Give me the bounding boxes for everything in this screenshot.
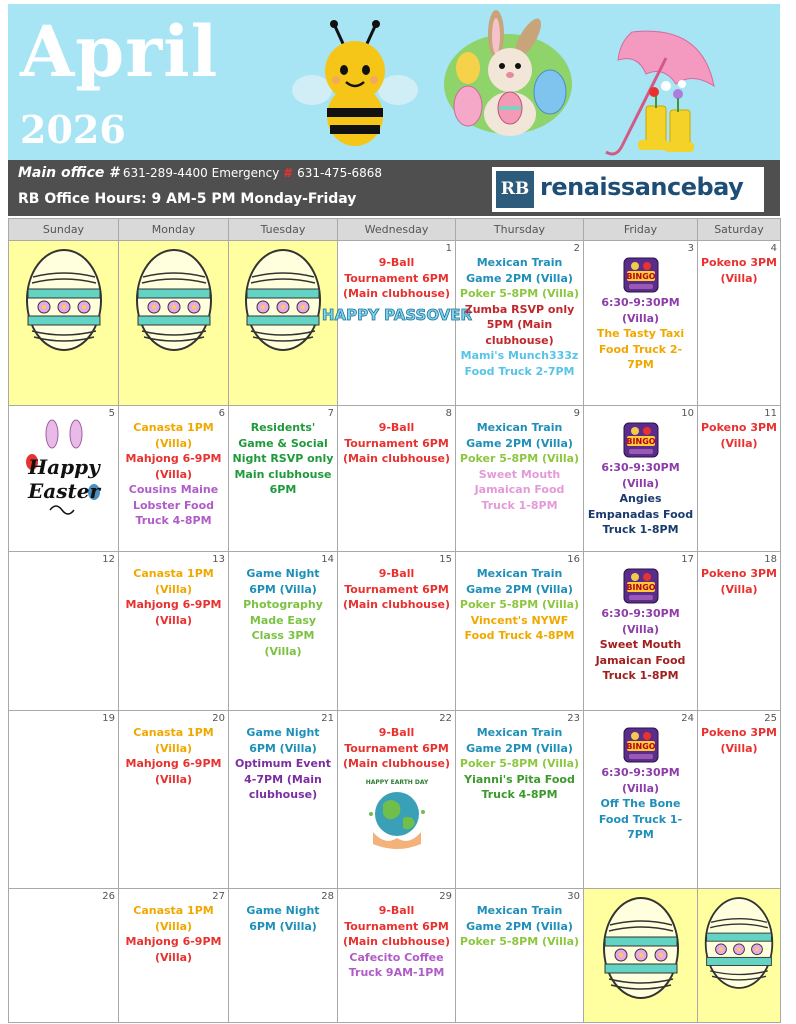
day-number: 19 xyxy=(102,713,115,724)
easter-bunny-icon xyxy=(440,8,576,142)
event-food-truck: Cousins Maine Lobster Food Truck 4-8PM xyxy=(128,483,219,527)
event-pokeno: Pokeno 3PM (Villa) xyxy=(701,421,777,450)
earth-day-icon xyxy=(359,774,435,854)
day-cell-19 xyxy=(9,711,119,889)
event-food-truck: Mami's Munch333z Food Truck 2-7PM xyxy=(460,349,579,378)
event-coffee-truck: Cafecito Coffee Truck 9AM-1PM xyxy=(348,950,445,979)
day-cell-29 xyxy=(338,889,456,1023)
day-cell-9 xyxy=(456,406,584,552)
empty-day-cell xyxy=(9,241,119,406)
event-poker: Poker 5-8PM (Villa) xyxy=(459,452,580,465)
day-cell-23 xyxy=(456,711,584,889)
event-mahjong: Mahjong 6-9PM (Villa) xyxy=(125,757,222,786)
day-cell-20 xyxy=(119,711,229,889)
easter-egg-icon xyxy=(243,247,323,353)
event-game-night: Game Night 6PM (Villa) xyxy=(246,567,320,596)
day-cell-7 xyxy=(229,406,338,552)
passover-text: HAPPY PASSOVER xyxy=(321,305,472,324)
event-food-truck: Vincent's NYWF Food Truck 4-8PM xyxy=(464,613,575,642)
day-number: 26 xyxy=(102,891,115,902)
event-9-ball: 9-Ball Tournament 6PM (Main clubhouse) xyxy=(342,421,451,465)
event-food-truck: Sweet Mouth Jamaican Food Truck 1-8PM xyxy=(595,638,686,682)
event-bingo-time: 6:30-9:30PM (Villa) xyxy=(601,766,680,795)
event-poker: Poker 5-8PM (Villa) xyxy=(459,935,580,948)
day-cell-15 xyxy=(338,552,456,711)
day-cell-14 xyxy=(229,552,338,711)
umbrella-boots-icon xyxy=(592,24,718,160)
day-cell-26 xyxy=(9,889,119,1023)
event-bingo-time: 6:30-9:30PM (Villa) xyxy=(601,461,680,490)
day-number: 18 xyxy=(764,554,777,565)
week-row-5 xyxy=(9,889,781,1023)
day-cell-13 xyxy=(119,552,229,711)
event-bingo-time: 6:30-9:30PM (Villa) xyxy=(601,607,680,636)
event-mahjong: Mahjong 6-9PM (Villa) xyxy=(125,452,222,481)
weekday-tuesday: Tuesday xyxy=(229,219,338,241)
day-number: 22 xyxy=(439,713,452,724)
bee-icon xyxy=(290,18,420,153)
event-mahjong: Mahjong 6-9PM (Villa) xyxy=(125,598,222,627)
day-cell-3 xyxy=(584,241,698,406)
event-game-night: Game Night 6PM (Villa) xyxy=(246,904,320,933)
logo-text: renaissancebay xyxy=(540,173,744,201)
event-pokeno: Pokeno 3PM (Villa) xyxy=(701,567,777,596)
weekday-friday: Friday xyxy=(584,219,698,241)
event-canasta: Canasta 1PM (Villa) xyxy=(133,567,214,596)
day-number: 2 xyxy=(573,243,580,254)
day-number: 20 xyxy=(212,713,225,724)
day-cell-2 xyxy=(456,241,584,406)
easter-text-line2: Easter xyxy=(27,479,100,503)
event-mahjong: Mahjong 6-9PM (Villa) xyxy=(125,935,222,964)
event-food-truck: The Tasty Taxi Food Truck 2-7PM xyxy=(596,327,685,371)
day-number: 30 xyxy=(567,891,580,902)
earth-day-text: HAPPY EARTH DAY xyxy=(365,778,428,786)
easter-egg-icon xyxy=(134,247,214,353)
office-hours: RB Office Hours: 9 AM-5 PM Monday-Friday xyxy=(18,191,357,207)
event-mexican-train: Mexican Train Game 2PM (Villa) xyxy=(466,256,573,285)
empty-day-cell xyxy=(698,889,781,1023)
happy-passover-icon xyxy=(321,304,472,346)
event-mexican-train: Mexican Train Game 2PM (Villa) xyxy=(466,421,573,450)
bingo-icon xyxy=(623,727,659,763)
contact-line xyxy=(18,165,382,181)
day-number: 10 xyxy=(681,408,694,419)
day-cell-28 xyxy=(229,889,338,1023)
day-number: 4 xyxy=(770,243,777,254)
event-mexican-train: Mexican Train Game 2PM (Villa) xyxy=(466,726,573,755)
emergency-hash: # xyxy=(283,166,294,180)
event-mexican-train: Mexican Train Game 2PM (Villa) xyxy=(466,904,573,933)
empty-day-cell xyxy=(119,241,229,406)
day-number: 12 xyxy=(102,554,115,565)
day-cell-1 xyxy=(321,241,472,406)
day-cell-22 xyxy=(338,711,456,889)
weekday-wednesday: Wednesday xyxy=(338,219,456,241)
day-cell-16 xyxy=(456,552,584,711)
day-number: 1 xyxy=(445,243,452,254)
day-cell-8 xyxy=(338,406,456,552)
event-mexican-train: Mexican Train Game 2PM (Villa) xyxy=(466,567,573,596)
day-cell-30 xyxy=(456,889,584,1023)
event-9-ball: 9-Ball Tournament 6PM (Main clubhouse) xyxy=(342,256,451,300)
info-bar xyxy=(8,160,780,216)
event-optimum: Optimum Event 4-7PM (Main clubhouse) xyxy=(234,757,332,801)
day-cell-6 xyxy=(119,406,229,552)
event-game-night: Game Night 6PM (Villa) xyxy=(246,726,320,755)
week-row-4 xyxy=(9,711,781,889)
day-number: 6 xyxy=(218,408,225,419)
event-canasta: Canasta 1PM (Villa) xyxy=(133,904,214,933)
day-cell-25 xyxy=(698,711,781,889)
event-bingo-time: 6:30-9:30PM (Villa) xyxy=(601,296,680,325)
day-number: 29 xyxy=(439,891,452,902)
bingo-icon xyxy=(623,422,659,458)
day-cell-27 xyxy=(119,889,229,1023)
day-number: 11 xyxy=(764,408,777,419)
event-residents-game-night: Residents' Game & Social Night RSVP only Main clubhouse 6PM xyxy=(232,421,334,496)
empty-day-cell xyxy=(584,889,698,1023)
emergency-phone: 631-475-6868 xyxy=(297,166,383,180)
day-number: 14 xyxy=(321,554,334,565)
weekday-header-row xyxy=(9,219,781,241)
emergency-label: Emergency xyxy=(211,166,280,180)
event-pokeno: Pokeno 3PM (Villa) xyxy=(701,256,777,285)
day-number: 17 xyxy=(681,554,694,565)
day-number: 27 xyxy=(212,891,225,902)
event-pokeno: Pokeno 3PM (Villa) xyxy=(701,726,777,755)
header-banner xyxy=(8,4,780,160)
day-cell-24 xyxy=(584,711,698,889)
week-row-2 xyxy=(9,406,781,552)
easter-egg-icon xyxy=(703,895,775,991)
day-number: 5 xyxy=(108,408,115,419)
easter-egg-icon xyxy=(24,247,104,353)
weekday-saturday: Saturday xyxy=(698,219,781,241)
main-office-phone: 631-289-4400 xyxy=(122,166,208,180)
day-cell-5 xyxy=(9,406,119,552)
event-poker: Poker 5-8PM (Villa) xyxy=(459,598,580,611)
weekday-sunday: Sunday xyxy=(9,219,119,241)
happy-easter-icon xyxy=(22,422,106,524)
event-poker: Poker 5-8PM (Villa) xyxy=(459,757,580,770)
day-number: 9 xyxy=(573,408,580,419)
event-zumba: Zumba RSVP only 5PM (Main clubhouse) xyxy=(464,302,575,347)
event-9-ball: 9-Ball Tournament 6PM (Main clubhouse) xyxy=(342,567,451,611)
event-9-ball: 9-Ball Tournament 6PM (Main clubhouse) xyxy=(342,726,451,770)
year-title: 2026 xyxy=(20,107,126,152)
day-number: 8 xyxy=(445,408,452,419)
bingo-icon xyxy=(623,257,659,293)
day-number: 16 xyxy=(567,554,580,565)
logo-mark: RB xyxy=(496,171,534,208)
day-cell-17 xyxy=(584,552,698,711)
event-canasta: Canasta 1PM (Villa) xyxy=(133,421,214,450)
main-office-label: Main office # xyxy=(18,165,119,181)
weekday-thursday: Thursday xyxy=(456,219,584,241)
day-cell-21 xyxy=(229,711,338,889)
day-cell-18 xyxy=(698,552,781,711)
easter-text-line1: Happy xyxy=(27,455,100,479)
week-row-3 xyxy=(9,552,781,711)
event-food-truck: Off The Bone Food Truck 1-7PM xyxy=(598,797,683,841)
event-9-ball: 9-Ball Tournament 6PM (Main clubhouse) xyxy=(342,904,451,948)
event-food-truck: Sweet Mouth Jamaican Food Truck 1-8PM xyxy=(474,467,565,512)
day-cell-10 xyxy=(584,406,698,552)
day-number: 25 xyxy=(764,713,777,724)
day-number: 15 xyxy=(439,554,452,565)
day-cell-12 xyxy=(9,552,119,711)
day-number: 28 xyxy=(321,891,334,902)
event-canasta: Canasta 1PM (Villa) xyxy=(133,726,214,755)
month-title: April xyxy=(20,10,219,93)
calendar-grid xyxy=(8,218,781,1023)
day-number: 24 xyxy=(681,713,694,724)
day-number: 3 xyxy=(687,243,694,254)
weekday-monday: Monday xyxy=(119,219,229,241)
easter-egg-icon xyxy=(601,895,681,1001)
event-food-truck: Angies Empanadas Food Truck 1-8PM xyxy=(587,492,694,536)
event-food-truck: Yianni's Pita Food Truck 4-8PM xyxy=(464,772,575,801)
day-number: 13 xyxy=(212,554,225,565)
day-number: 23 xyxy=(567,713,580,724)
renaissance-bay-logo xyxy=(492,167,764,212)
day-number: 21 xyxy=(321,713,334,724)
bingo-icon xyxy=(623,568,659,604)
week-row-1 xyxy=(9,241,781,406)
day-number: 7 xyxy=(327,408,334,419)
day-cell-11 xyxy=(698,406,781,552)
day-cell-4 xyxy=(698,241,781,406)
event-poker: Poker 5-8PM (Villa) xyxy=(459,287,580,300)
event-photography-class: Photography Made Easy Class 3PM (Villa) xyxy=(243,598,323,658)
